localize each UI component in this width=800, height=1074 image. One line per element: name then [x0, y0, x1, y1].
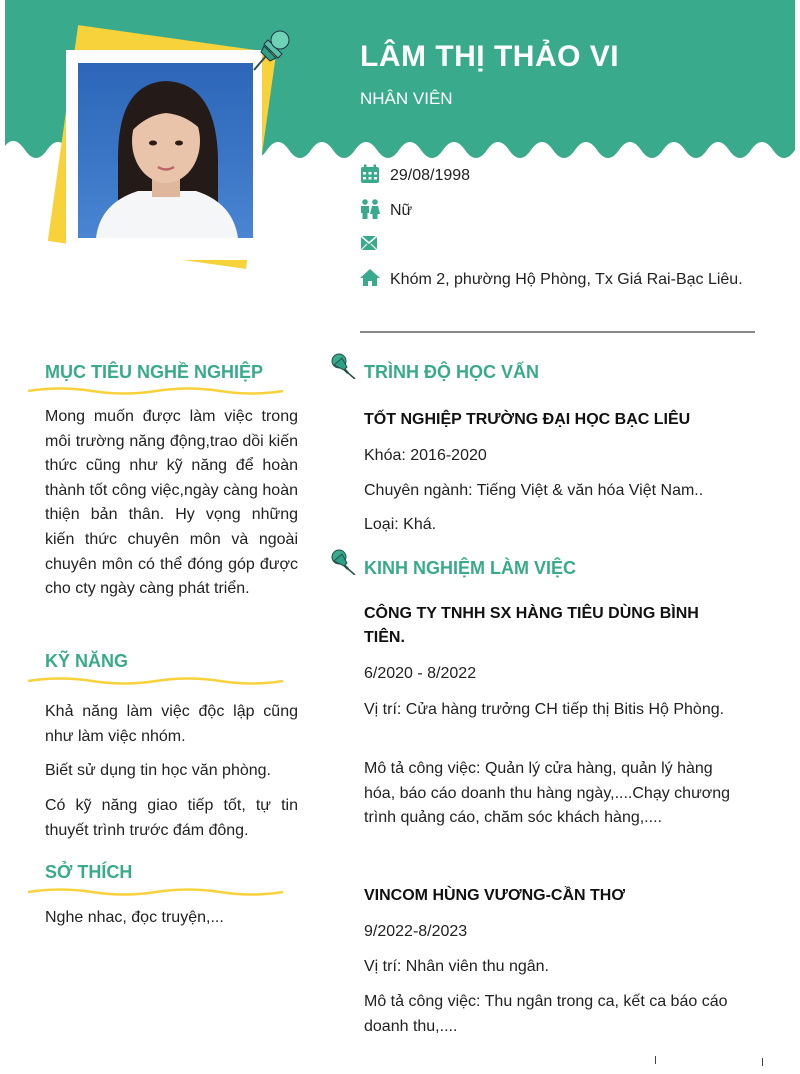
skill-item: Có kỹ năng giao tiếp tốt, tự tin thuyết trình trước đám đông.: [45, 797, 298, 839]
objective-heading: MỤC TIÊU NGHỀ NGHIỆP: [45, 362, 264, 382]
job-description: Mô tả công việc: Thu ngân trong ca, kết ca báo cáo doanh thu,....: [364, 993, 728, 1035]
address-text: Khóm 2, phường Hộ Phòng, Tx Giá Rai-Bạc Liêu.: [390, 271, 743, 288]
education-major: Chuyên ngành: Tiếng Việt & văn hóa Việt Nam..: [364, 482, 704, 499]
pushpin-icon: [250, 28, 292, 72]
education-course: Khóa: 2016-2020: [364, 447, 487, 464]
email-icon: [360, 233, 380, 253]
portrait-illustration: [78, 63, 253, 238]
job-position: Vị trí: Cửa hàng trưởng CH tiếp thị Bitis Hộ Phòng.: [364, 701, 725, 718]
contact-gender: [360, 199, 750, 223]
education-heading: TRÌNH ĐỘ HỌC VẤN: [364, 362, 539, 382]
pushpin-icon: [328, 547, 356, 575]
profile-photo: [78, 63, 253, 238]
people-icon: [360, 199, 380, 219]
contact-dob: [360, 164, 750, 188]
education-school: TỐT NGHIỆP TRƯỜNG ĐẠI HỌC BẠC LIÊU: [364, 411, 691, 428]
candidate-name: LÂM THỊ THẢO VI: [360, 40, 620, 73]
contact-email: [360, 233, 750, 253]
job-company: CÔNG TY TNHH SX HÀNG TIÊU DÙNG BÌNH TIÊN.: [364, 605, 699, 646]
wavy-underline: [28, 676, 283, 686]
education-grade: Loại: Khá.: [364, 516, 437, 533]
objective-text: Mong muốn được làm việc trong môi trường năng động,trao dồi kiến thức cũng như kỹ năng để hoàn thành tốt công việc,ngày càng hoàn thiện bản thân. Hy vọng những kiến thức chuyên môn và ngoài chuyên môn có thể đóng góp được cho cty ngày càng phát triển.: [45, 408, 298, 598]
skills-heading: KỸ NĂNG: [45, 651, 129, 671]
skill-item: Biết sử dụng tin học văn phòng.: [45, 762, 271, 779]
wavy-underline: [28, 386, 283, 396]
hobbies-heading: SỞ THÍCH: [45, 862, 133, 882]
page-mark: [762, 1058, 763, 1066]
dob-text: 29/08/1998: [390, 167, 471, 184]
home-icon: [360, 268, 380, 288]
job-period: 6/2020 - 8/2022: [364, 665, 477, 682]
photo-frame: [66, 50, 262, 260]
job-description: Mô tả công việc: Quản lý cửa hàng, quản lý hàng hóa, báo cáo doanh thu hàng ngày,....Chạy chương trình quảng cáo, chăm sóc khách hàng,....: [364, 760, 731, 827]
pushpin-icon: [328, 351, 356, 379]
skill-item: Khả năng làm việc độc lập cũng như làm việc nhóm.: [45, 703, 298, 745]
gender-text: Nữ: [390, 202, 413, 219]
job-period: 9/2022-8/2023: [364, 923, 468, 940]
contact-divider: [360, 331, 755, 333]
contact-address: [360, 268, 750, 292]
wavy-underline: [28, 887, 283, 897]
candidate-title: NHÂN VIÊN: [360, 89, 453, 108]
job-company: VINCOM HÙNG VƯƠNG-CẦN THƠ: [364, 887, 626, 904]
experience-heading: KINH NGHIỆM LÀM VIỆC: [364, 558, 577, 578]
page-mark: [655, 1056, 656, 1064]
job-position: Vị trí: Nhân viên thu ngân.: [364, 958, 549, 975]
calendar-icon: [360, 164, 380, 184]
hobbies-text: Nghe nhac, đọc truyện,...: [45, 909, 224, 926]
